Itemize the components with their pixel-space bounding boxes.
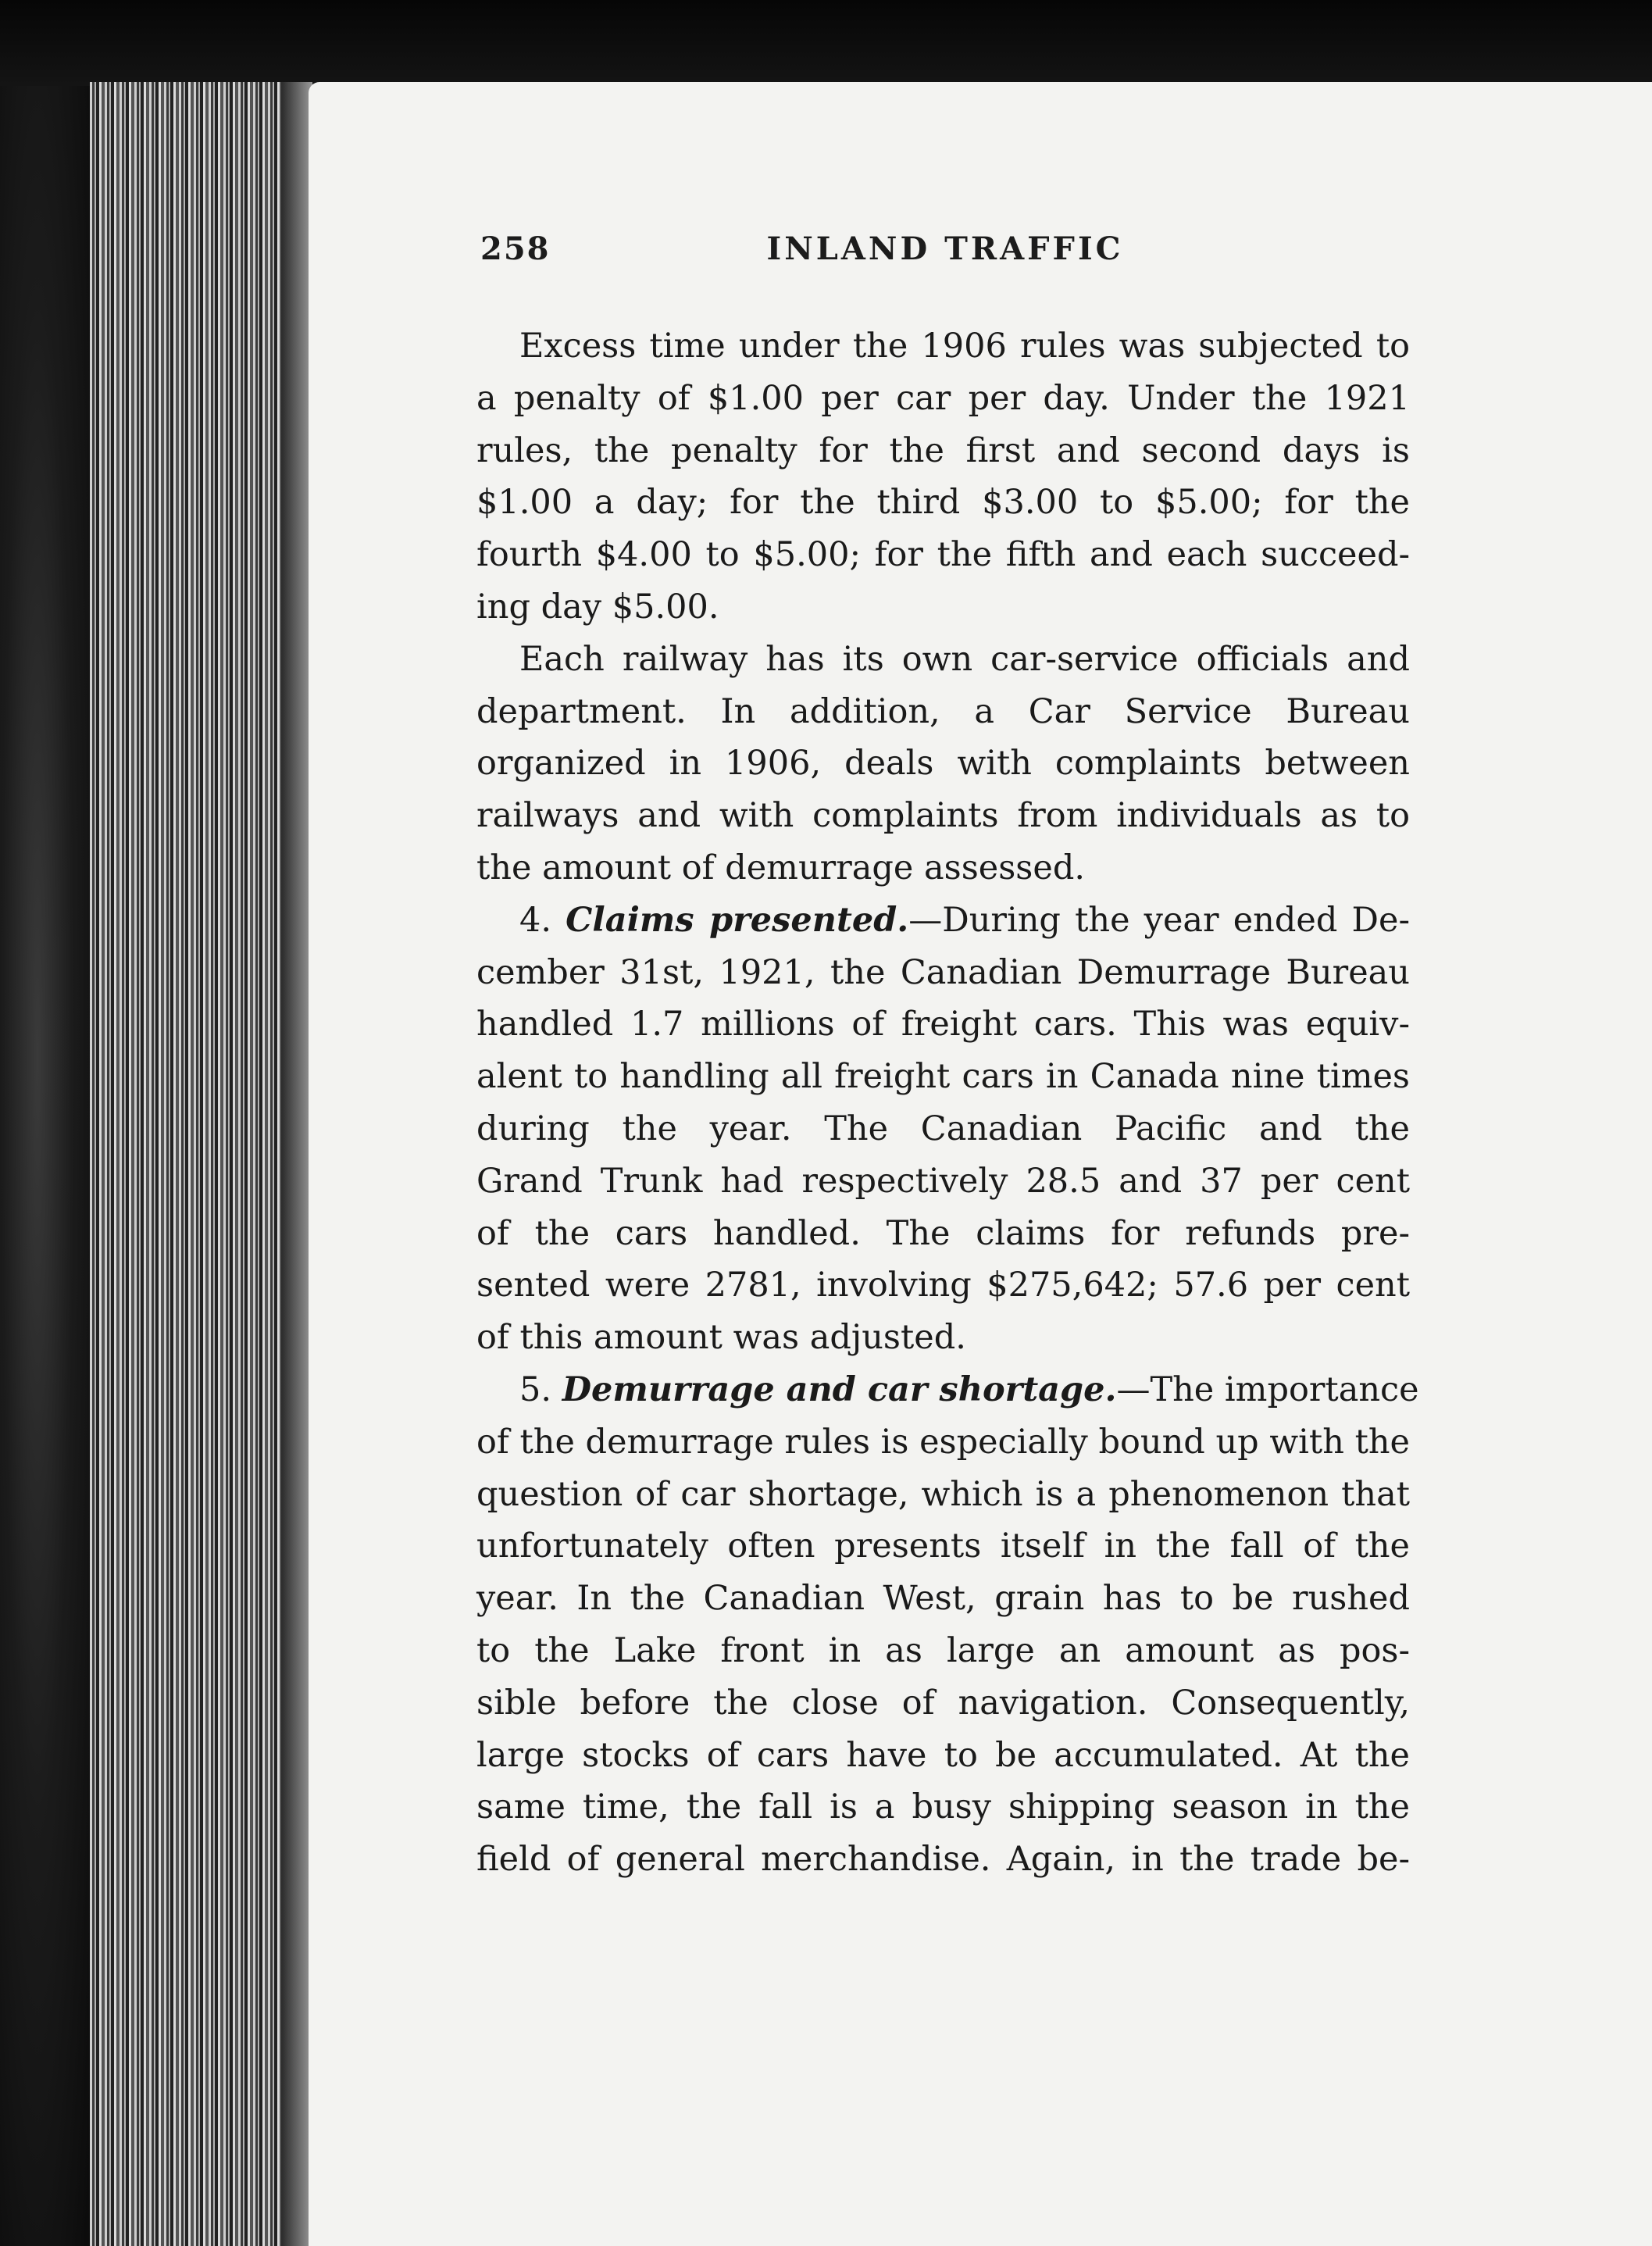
line-text: —During the year ended De- — [908, 900, 1410, 940]
line-text: the amount of demurrage assessed. — [476, 848, 1086, 887]
line-text: fourth $4.00 to $5.00; for the fifth and each succeed- — [476, 535, 1410, 575]
line-text: railways and with complaints from individuals as to — [476, 796, 1410, 836]
text-line — [476, 1730, 1410, 1782]
text-line — [476, 581, 1410, 634]
line-text: large stocks of cars have to be accumulated. At the — [476, 1735, 1410, 1775]
text-line — [476, 373, 1410, 425]
line-text: handled 1.7 millions of freight cars. This was equiv- — [476, 1005, 1410, 1044]
text-line — [476, 634, 1410, 686]
line-text: same time, the fall is a busy shipping season in the — [476, 1787, 1410, 1827]
text-line — [476, 320, 1410, 373]
text-line — [476, 947, 1410, 999]
body-text — [476, 320, 1419, 1886]
gutter-shadow — [281, 82, 312, 2246]
book-cover-edge — [0, 86, 94, 2246]
line-text: Excess time under the 1906 rules was subjected to — [519, 327, 1410, 366]
text-line — [476, 1103, 1410, 1155]
text-line — [476, 1155, 1410, 1208]
section-heading: Demurrage and car shortage. — [562, 1369, 1117, 1409]
text-line — [476, 529, 1410, 581]
text-line — [476, 998, 1410, 1051]
text-line — [476, 686, 1410, 738]
text-line — [476, 842, 1410, 894]
text-line — [476, 1312, 1410, 1364]
line-text: —The importance — [1116, 1369, 1419, 1409]
book-page — [309, 82, 1652, 2246]
line-text: sented were 2781, involving $275,642; 57.6 per cent — [476, 1266, 1410, 1305]
line-text: sible before the close of navigation. Consequently, — [476, 1683, 1410, 1723]
line-text: a penalty of $1.00 per car per day. Under the 1921 — [476, 378, 1410, 418]
section-heading: Claims presented. — [566, 900, 909, 940]
text-line — [476, 1625, 1410, 1677]
section-number: 5. — [519, 1369, 562, 1409]
line-text: alent to handling all freight cars in Canada nine times — [476, 1057, 1410, 1097]
line-text: organized in 1906, deals with complaints between — [476, 744, 1410, 784]
section-number: 4. — [519, 900, 566, 940]
text-line — [476, 1364, 1419, 1416]
text-line — [476, 1677, 1410, 1730]
page-number: 258 — [480, 230, 551, 267]
line-text: $1.00 a day; for the third $3.00 to $5.00; for the — [476, 483, 1410, 523]
page-edges — [90, 82, 309, 2246]
line-text: unfortunately often presents itself in the fall of the — [476, 1526, 1410, 1566]
text-line — [476, 1416, 1410, 1469]
text-line — [476, 1259, 1410, 1312]
text-line — [476, 1051, 1410, 1103]
line-text: during the year. The Canadian Pacific and the — [476, 1109, 1410, 1148]
text-line — [476, 737, 1410, 790]
line-text: ing day $5.00. — [476, 587, 719, 627]
line-text: Each railway has its own car-service officials and — [519, 639, 1410, 679]
line-text: of this amount was adjusted. — [476, 1318, 966, 1358]
text-line — [476, 894, 1410, 947]
line-text: of the demurrage rules is especially bound up with the — [476, 1422, 1410, 1462]
line-text: to the Lake front in as large an amount as pos- — [476, 1630, 1410, 1670]
text-line — [476, 1781, 1410, 1834]
line-text: department. In addition, a Car Service Bureau — [476, 691, 1410, 731]
text-line — [476, 425, 1410, 477]
page-header — [480, 230, 1410, 277]
text-line — [476, 790, 1410, 842]
line-text: field of general merchandise. Again, in the trade be- — [476, 1840, 1410, 1880]
line-text: rules, the penalty for the first and second days is — [476, 430, 1410, 470]
line-text: Grand Trunk had respectively 28.5 and 37 per cent — [476, 1161, 1410, 1201]
line-text: year. In the Canadian West, grain has to be rushed — [476, 1579, 1410, 1619]
text-line — [476, 1834, 1410, 1886]
text-line — [476, 477, 1410, 529]
line-text: question of car shortage, which is a phenomenon that — [476, 1474, 1410, 1514]
text-line — [476, 1469, 1410, 1521]
line-text: of the cars handled. The claims for refunds pre- — [476, 1213, 1410, 1253]
running-head: INLAND TRAFFIC — [766, 230, 1124, 267]
line-text: cember 31st, 1921, the Canadian Demurrage Bureau — [476, 952, 1410, 992]
text-line — [476, 1573, 1410, 1625]
scan-background — [0, 0, 1652, 86]
text-line — [476, 1208, 1410, 1260]
text-line — [476, 1520, 1410, 1573]
